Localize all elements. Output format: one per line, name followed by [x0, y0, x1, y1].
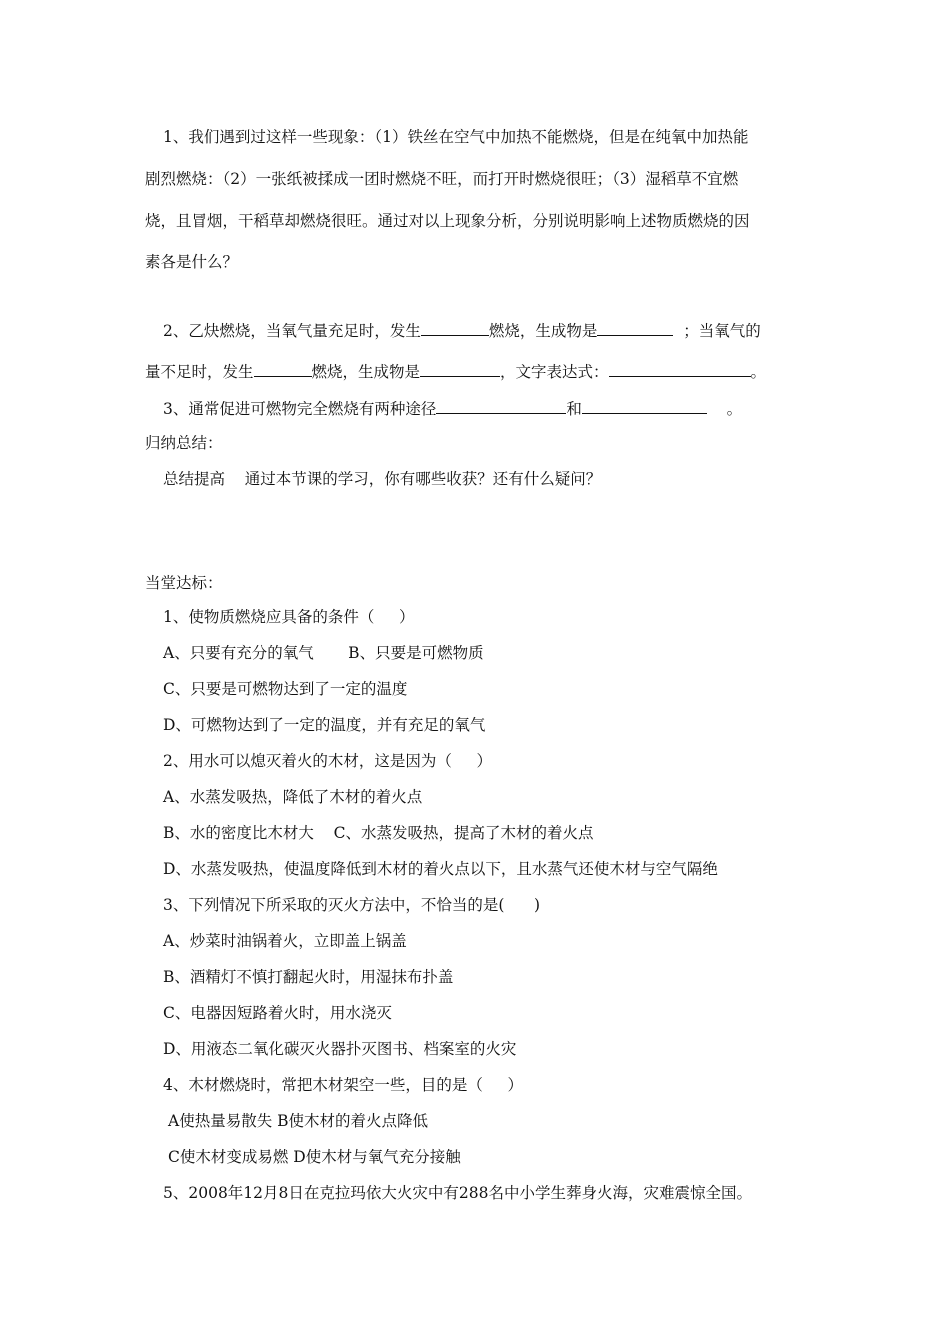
q2-text-e: 燃烧，生成物是 [311, 363, 421, 381]
practice-line: 3、下列情况下所采取的灭火方法中，不恰当的是( ) [163, 896, 541, 914]
practice-line: A、水蒸发吸热，降低了木材的着火点 [163, 788, 423, 806]
q2-text-b: 燃烧，生成物是 [488, 322, 598, 340]
answer-blank[interactable] [436, 398, 566, 414]
answer-blank[interactable] [420, 361, 500, 377]
summary-heading: 归纳总结： [145, 434, 223, 452]
q1-line-4: 素各是什么？ [145, 253, 239, 271]
answer-blank[interactable] [421, 320, 489, 336]
q2-text-c: ；当氧气的 [683, 322, 761, 340]
practice-line: A、只要有充分的氧气 B、只要是可燃物质 [163, 644, 484, 662]
practice-line: 2、用水可以熄灭着火的木材，这是因为（ ） [163, 752, 492, 770]
q5-line: 5、2008年12月8日在克拉玛依大火灾中有288名中小学生葬身火海，灾难震惊全国。 [163, 1184, 752, 1202]
q3-text-c: 。 [726, 400, 743, 418]
practice-line: B、酒精灯不慎打翻起火时，用湿抹布扑盖 [163, 968, 454, 986]
practice-heading: 当堂达标： [145, 574, 223, 592]
answer-blank[interactable] [582, 398, 707, 414]
q3-text-b: 和 [566, 400, 582, 418]
practice-line: C、只要是可燃物达到了一定的温度 [163, 680, 408, 698]
practice-line: A、炒菜时油锅着火，立即盖上锅盖 [163, 932, 407, 950]
summary-text: 总结提高 通过本节课的学习，你有哪些收获？还有什么疑问？ [163, 470, 602, 488]
q3-text-a: 3、通常促进可燃物完全燃烧有两种途径 [163, 400, 437, 418]
q2-text-f: ，文字表达式： [500, 363, 609, 381]
q1-line-3: 烧，且冒烟，干稻草却燃烧很旺。通过对以上现象分析，分别说明影响上述物质燃烧的因 [145, 212, 750, 230]
q4-option-line: A使热量易散失 B使木材的着火点降低 [168, 1112, 429, 1130]
q1-line-2: 剧烈燃烧：（2）一张纸被揉成一团时燃烧不旺，而打开时燃烧很旺；（3）湿稻草不宜燃 [145, 170, 739, 188]
answer-blank[interactable] [254, 361, 312, 377]
practice-line: 1、使物质燃烧应具备的条件（ ） [163, 608, 415, 626]
q1-line-1: 1、我们遇到过这样一些现象：（1）铁丝在空气中加热不能燃烧，但是在纯氧中加热能 [163, 128, 749, 146]
practice-line: B、水的密度比木材大 C、水蒸发吸热，提高了木材的着火点 [163, 824, 594, 842]
q2-text-a: 2、乙炔燃烧，当氧气量充足时，发生 [163, 322, 421, 340]
q2-text-d: 量不足时，发生 [145, 363, 254, 381]
practice-line: 4、木材燃烧时，常把木材架空一些，目的是（ ） [163, 1076, 523, 1094]
q2-text-g: 。 [750, 363, 767, 381]
practice-line: D、可燃物达到了一定的温度，并有充足的氧气 [163, 716, 486, 734]
practice-line: D、用液态二氧化碳灭火器扑灭图书、档案室的火灾 [163, 1040, 517, 1058]
q2-line-1 [163, 320, 761, 341]
q3-line [163, 398, 742, 419]
answer-blank[interactable] [597, 320, 673, 336]
q2-line-2 [145, 361, 766, 382]
practice-line: C、电器因短路着火时，用水浇灭 [163, 1004, 392, 1022]
practice-line: D、水蒸发吸热，使温度降低到木材的着火点以下，且水蒸气还使木材与空气隔绝 [163, 860, 718, 878]
answer-blank[interactable] [609, 361, 751, 377]
q4-option-line: C使木材变成易燃 D使木材与氧气充分接触 [168, 1148, 461, 1166]
